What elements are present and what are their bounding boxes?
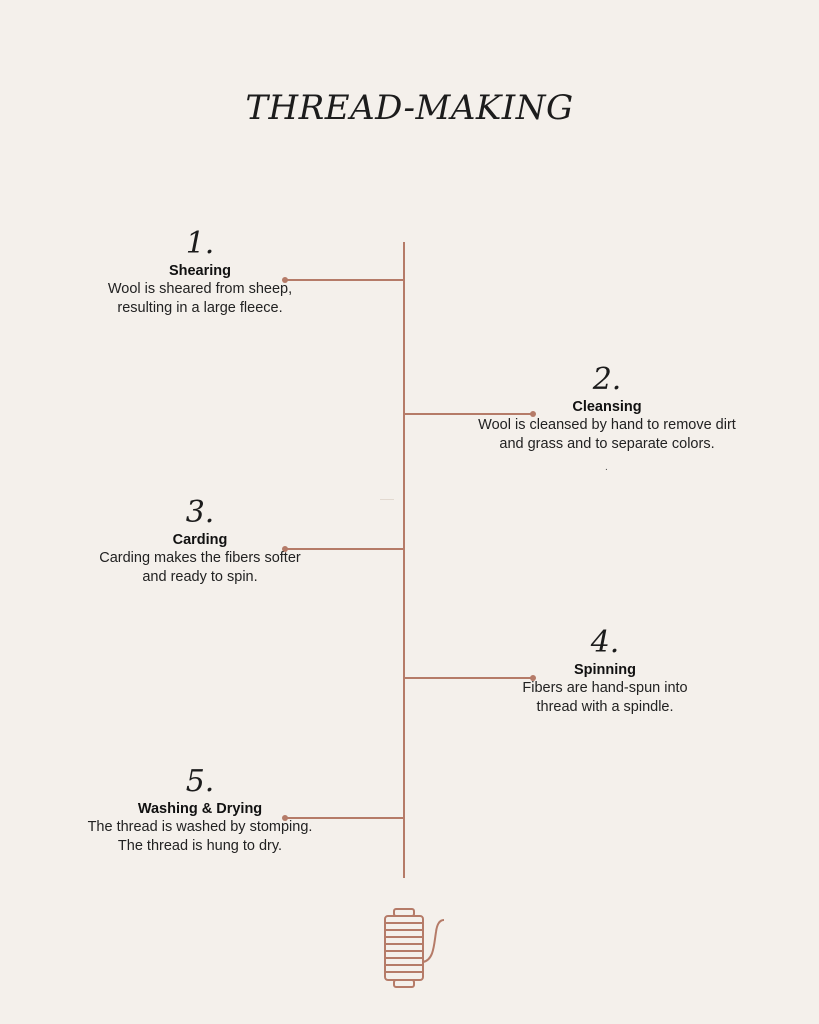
step-5-desc-line-1: The thread is washed by stomping. [87,819,313,835]
faint-divider [380,499,394,500]
page-title: THREAD-MAKING [245,88,574,128]
step-5-desc-line-2: The thread is hung to dry. [117,837,283,854]
step-1-desc-line-2: resulting in a large fleece. [117,299,283,316]
step-2-desc-line-2: and grass and to separate colors. [499,435,715,452]
stray-mark: . [605,462,608,473]
step-3 [78,495,322,586]
step-3-name: Carding [172,532,228,548]
step-4 [485,625,725,716]
step-3-number: 3. [185,495,215,530]
step-2-desc-line-1: Wool is cleansed by hand to remove dirt [478,417,736,433]
step-5-number: 5. [185,764,215,799]
timeline-spine [403,242,405,878]
step-4-desc-line-1: Fibers are hand-spun into [522,680,688,696]
step-2-name: Cleansing [572,399,642,415]
step-5-name: Washing & Drying [137,801,263,817]
step-4-name: Spinning [573,662,636,678]
step-2 [450,362,764,453]
step-1-name: Shearing [168,263,232,279]
step-1 [80,226,320,317]
step-1-desc-line-1: Wool is sheared from sheep, [107,281,293,297]
step-1-number: 1. [185,226,215,261]
step-5 [60,764,340,855]
step-4-desc-line-2: thread with a spindle. [536,698,674,715]
step-3-desc-line-1: Carding makes the fibers softer [99,550,301,566]
spool-of-thread-icon [378,904,450,992]
step-2-number: 2. [592,362,622,397]
step-4-number: 4. [590,625,620,660]
step-3-desc-line-2: and ready to spin. [142,568,258,585]
